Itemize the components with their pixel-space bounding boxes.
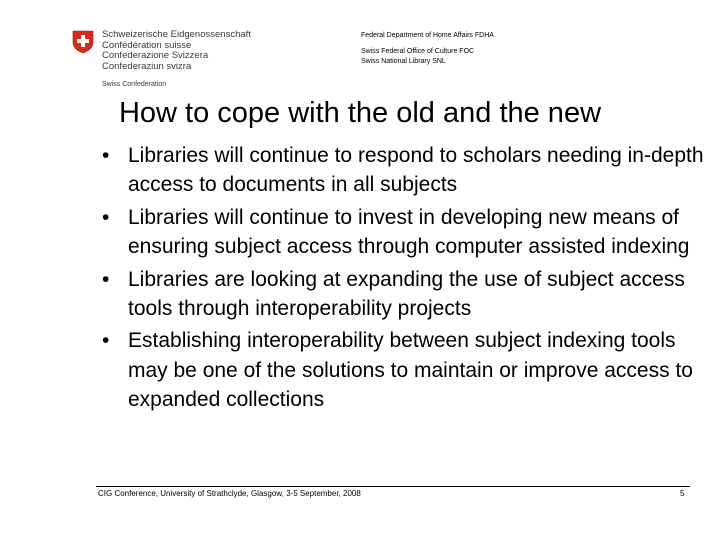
bullet-item — [96, 203, 706, 261]
office-labels — [361, 47, 474, 66]
bullet-item — [96, 265, 706, 323]
bullet-text: Libraries will continue to respond to scholars needing in-depth access to documents in all subjects — [128, 144, 704, 197]
office-line-foc: Swiss Federal Office of Culture FOC — [361, 48, 475, 55]
lang-line-it: Confederazione Svizzera — [102, 50, 209, 61]
swiss-coat-of-arms-icon — [72, 30, 94, 54]
bullet-text: Establishing interoperability between subject indexing tools may be one of the solutions to maintain or improve access to expanded collections — [128, 329, 693, 411]
lang-line-de: Schweizerische Eidgenossenschaft — [102, 29, 251, 40]
footer-divider — [96, 486, 690, 487]
bullet-dot-icon: • — [102, 267, 110, 291]
lang-line-rm: Confederaziun svizra — [102, 60, 192, 72]
footer-conference-label: CIG Conference, University of Strathclyde, Glasgow, 3-5 September, 2008 — [98, 489, 361, 498]
slide-title: How to cope with the old and the new — [118, 97, 602, 129]
bullet-dot-icon: • — [102, 329, 110, 353]
bullet-dot-icon: • — [102, 144, 110, 167]
bullet-text: Libraries will continue to invest in developing new means of ensuring subject access through computer assisted indexing — [128, 205, 690, 258]
bullet-text: Libraries are looking at expanding the use of subject access tools through interoperability projects — [128, 267, 685, 320]
lang-line-fr: Confédération suisse — [102, 39, 192, 51]
confederation-languages — [102, 30, 251, 72]
office-line-snl: Swiss National Library SNL — [361, 57, 446, 65]
department-label: Federal Department of Home Affairs FDHA — [361, 32, 494, 39]
bullet-list — [96, 141, 706, 417]
page-number: 5 — [680, 489, 685, 498]
bullet-dot-icon: • — [102, 205, 110, 229]
bullet-item — [96, 326, 706, 414]
swiss-confederation-label: Swiss Confederation — [102, 81, 167, 88]
bullet-item — [96, 141, 706, 199]
